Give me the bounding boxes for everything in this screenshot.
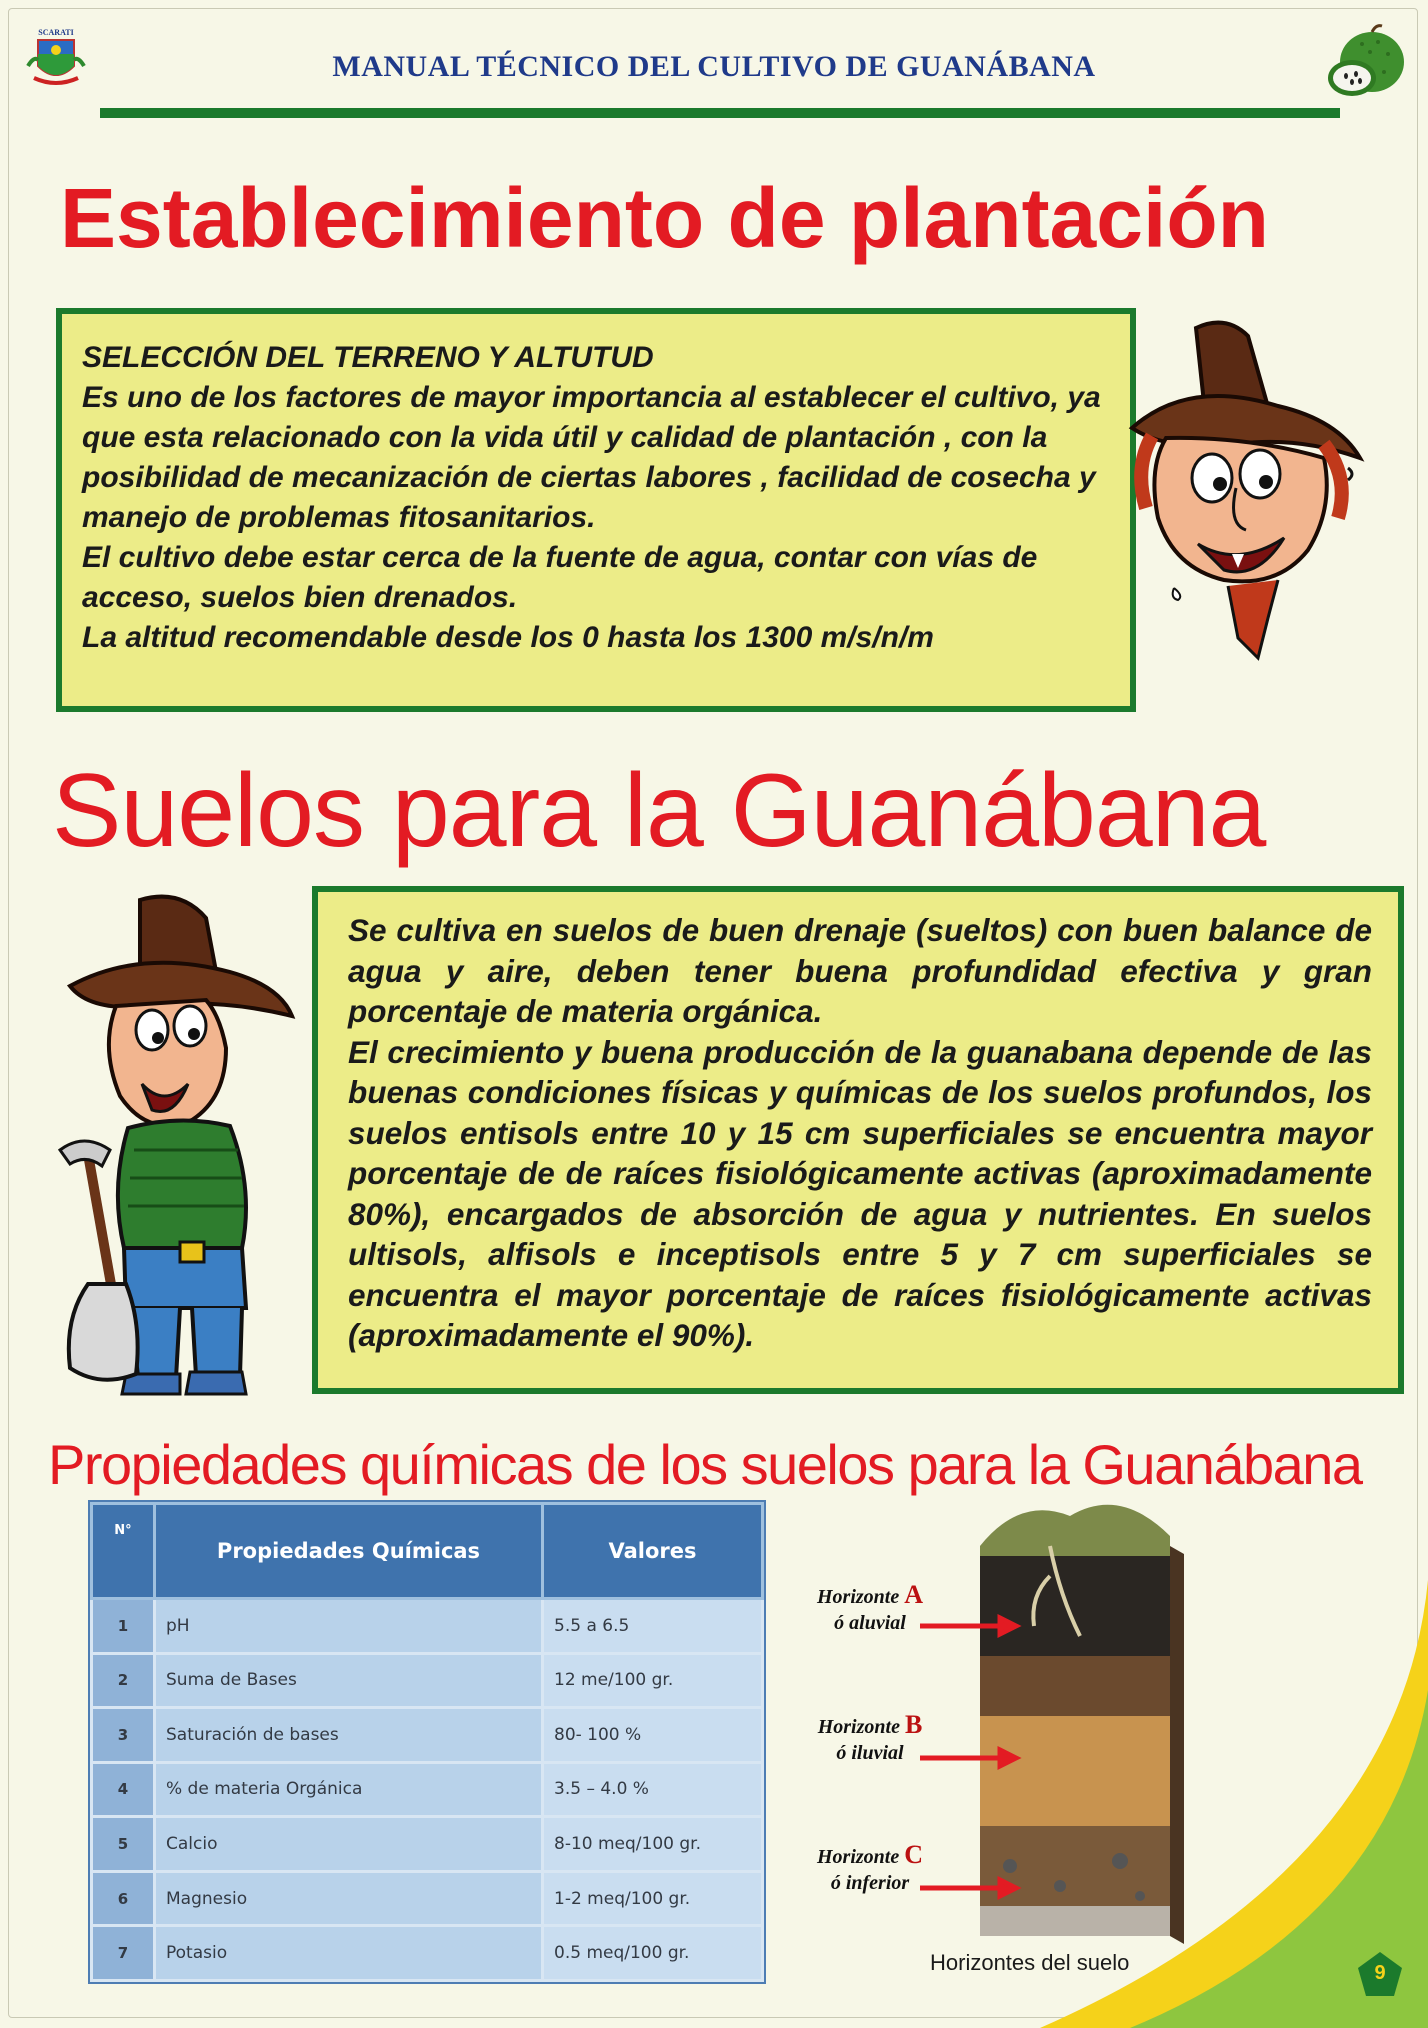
terrain-selection-box [56, 308, 1136, 712]
svg-text:SCARATI: SCARATI [38, 28, 74, 37]
column-header-property: Propiedades Químicas [155, 1504, 543, 1599]
property-cell: Saturación de bases [155, 1708, 543, 1763]
paragraph: Es uno de los factores de mayor importancia al establecer el cultivo, ya que esta relacionado con la vida útil y calidad de plantación , con la posibilidad de mecanización de ciertas labores , facilidad de cosecha y manejo de problemas fitosanitarios. [82, 381, 1101, 534]
farmer-with-shovel-cartoon [30, 888, 298, 1404]
horizon-word: Horizonte [817, 1716, 900, 1738]
table-row [92, 1871, 763, 1926]
value-cell: 5.5 a 6.5 [543, 1599, 763, 1654]
table-row [92, 1708, 763, 1763]
heading-suelos: Suelos para la Guanábana [52, 753, 1266, 869]
value-cell: 12 me/100 gr. [543, 1653, 763, 1708]
horizon-subtitle: ó inferior [830, 1872, 910, 1894]
page-number: 9 [1374, 1962, 1386, 1984]
farmer-head-cartoon [1128, 318, 1368, 670]
property-cell: Magnesio [155, 1871, 543, 1926]
value-cell: 1-2 meq/100 gr. [543, 1871, 763, 1926]
horizon-subtitle: ó iluvial [836, 1742, 904, 1764]
horizon-a-label [800, 1582, 940, 1636]
horizon-c-label [800, 1842, 940, 1896]
table-row [92, 1599, 763, 1654]
property-cell: pH [155, 1599, 543, 1654]
row-number: 4 [92, 1762, 155, 1817]
column-header-value: Valores [543, 1504, 763, 1599]
table-row [92, 1926, 763, 1981]
horizon-b-label [800, 1712, 940, 1766]
value-cell: 3.5 – 4.0 % [543, 1762, 763, 1817]
horizon-letter: B [904, 1710, 923, 1739]
row-number: 5 [92, 1817, 155, 1872]
row-number: 3 [92, 1708, 155, 1763]
row-number: 1 [92, 1599, 155, 1654]
table-row [92, 1817, 763, 1872]
value-cell: 8-10 meq/100 gr. [543, 1817, 763, 1872]
box-title: SELECCIÓN DEL TERRENO Y ALTUTUD [82, 341, 654, 374]
soursop-fruit-icon [1322, 22, 1408, 108]
property-cell: Suma de Bases [155, 1653, 543, 1708]
paragraph: La altitud recomendable desde los 0 hasta los 1300 m/s/n/m [82, 621, 934, 654]
property-cell: Potasio [155, 1926, 543, 1981]
value-cell: 80- 100 % [543, 1708, 763, 1763]
horizon-word: Horizonte [816, 1846, 900, 1868]
header-divider [100, 108, 1340, 118]
value-cell: 0.5 meq/100 gr. [543, 1926, 763, 1981]
horizon-letter: A [904, 1580, 924, 1609]
paragraph: El cultivo debe estar cerca de la fuente de agua, contar con vías de acceso, suelos bien drenados. [82, 541, 1038, 614]
table-row [92, 1653, 763, 1708]
column-header-number: N° [92, 1504, 155, 1599]
header-title: MANUAL TÉCNICO DEL CULTIVO DE GUANÁBANA [332, 50, 1096, 83]
horizon-word: Horizonte [816, 1586, 900, 1608]
row-number: 6 [92, 1871, 155, 1926]
table-header-row [92, 1504, 763, 1599]
property-cell: Calcio [155, 1817, 543, 1872]
row-number: 2 [92, 1653, 155, 1708]
paragraph: El crecimiento y buena producción de la guanabana depende de las buenas condiciones físicas y químicas de los suelos profundos, los suelos entisols entre 10 y 15 cm superficiales se encuentra mayor porcentaje de de raíces fisiológicamente activas (aproximadamente 80%), encargados de absorción de agua y nutrientes. En suelos ultisols, alfisols e inceptisols entre 5 y 7 cm superficiales se encuentra el mayor porcentaje de raíces fisiológicamente activas (aproximadamente el 90%). [348, 1033, 1372, 1353]
row-number: 7 [92, 1926, 155, 1981]
soils-description-box [312, 886, 1404, 1394]
heading-establecimiento: Establecimiento de plantación [60, 171, 1269, 265]
property-cell: % de materia Orgánica [155, 1762, 543, 1817]
horizon-subtitle: ó aluvial [834, 1612, 906, 1634]
soil-diagram-caption: Horizontes del suelo [930, 1950, 1130, 1975]
table-row [92, 1762, 763, 1817]
paragraph: Se cultiva en suelos de buen drenaje (sueltos) con buen balance de agua y aire, deben tener buena profundidad efectiva y gran porcentaje de materia orgánica. [348, 912, 1372, 1029]
chemical-properties-table [88, 1500, 766, 1984]
heading-propiedades: Propiedades químicas de los suelos para la Guanábana [48, 1433, 1362, 1496]
horizon-letter: C [904, 1840, 924, 1869]
